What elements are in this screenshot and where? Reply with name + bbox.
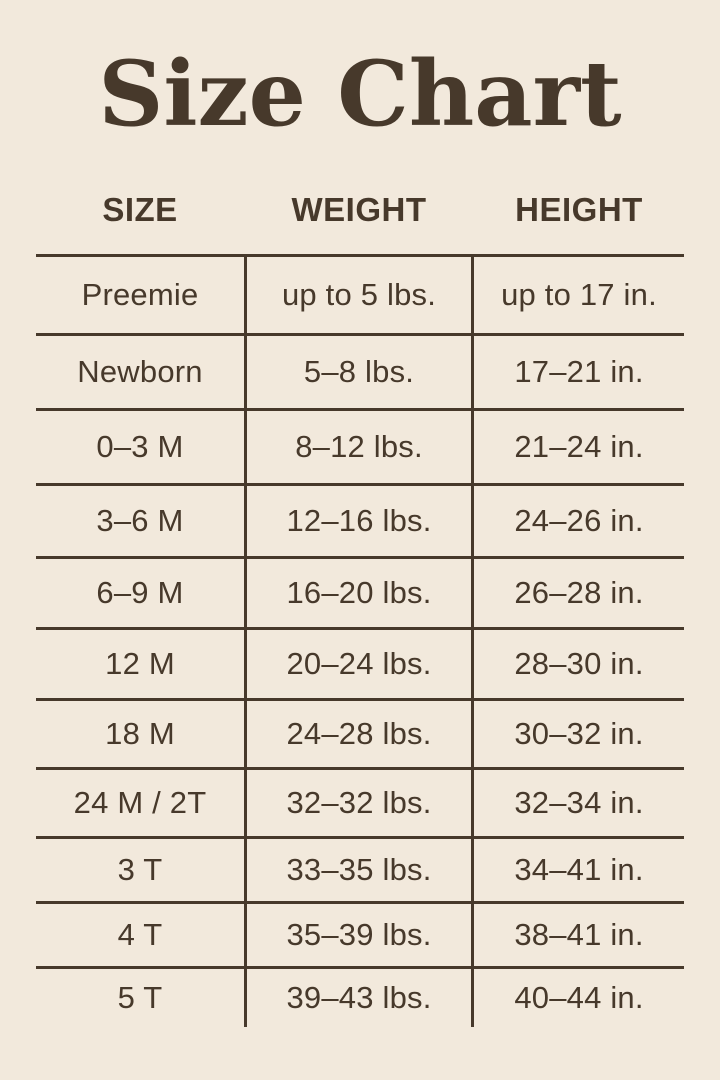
cell-weight: 24–28 lbs. — [244, 701, 474, 767]
table-row — [36, 627, 684, 698]
cell-size: 18 M — [105, 715, 175, 751]
cell-size: 0–3 M — [96, 428, 184, 464]
table-row — [36, 408, 684, 483]
table-row — [36, 333, 684, 408]
column-header-height: HEIGHT — [515, 190, 643, 228]
cell-height: 30–32 in. — [514, 715, 644, 751]
table-header-row — [36, 191, 684, 229]
cell-size: Preemie — [81, 276, 199, 312]
cell-size: 3–6 M — [96, 502, 184, 538]
cell-height: 38–41 in. — [514, 916, 644, 952]
table-row — [36, 483, 684, 556]
table-row — [36, 698, 684, 767]
cell-height: 24–26 in. — [514, 502, 644, 538]
cell-height: 28–30 in. — [514, 645, 644, 681]
cell-height: 26–28 in. — [514, 574, 644, 610]
cell-height: 40–44 in. — [514, 979, 644, 1015]
cell-height: 21–24 in. — [514, 428, 644, 464]
cell-size: 12 M — [105, 645, 175, 681]
page-title: Size Chart — [98, 41, 622, 147]
cell-size: 4 T — [117, 916, 163, 952]
table-row — [36, 836, 684, 901]
table-row — [36, 254, 684, 333]
cell-size: 6–9 M — [96, 574, 184, 610]
column-header-weight: WEIGHT — [291, 190, 427, 228]
cell-weight: 33–35 lbs. — [244, 839, 474, 901]
cell-size: 3 T — [117, 851, 163, 887]
cell-size: Newborn — [77, 353, 203, 389]
cell-weight: 16–20 lbs. — [244, 559, 474, 627]
cell-weight: 5–8 lbs. — [244, 336, 474, 408]
cell-height: 17–21 in. — [514, 353, 644, 389]
cell-height: 34–41 in. — [514, 851, 644, 887]
cell-weight: up to 5 lbs. — [244, 257, 474, 333]
cell-weight: 20–24 lbs. — [244, 630, 474, 698]
column-header-size: SIZE — [102, 190, 178, 228]
table-row — [36, 966, 684, 1027]
cell-size: 24 M / 2T — [73, 784, 207, 820]
cell-height: 32–34 in. — [514, 784, 644, 820]
cell-height: up to 17 in. — [501, 276, 657, 312]
size-table — [36, 191, 684, 1027]
table-row — [36, 767, 684, 836]
cell-weight: 35–39 lbs. — [244, 904, 474, 966]
cell-weight: 12–16 lbs. — [244, 486, 474, 556]
table-row — [36, 901, 684, 966]
table-body — [36, 254, 684, 1027]
cell-weight: 32–32 lbs. — [244, 770, 474, 836]
cell-weight: 8–12 lbs. — [244, 411, 474, 483]
cell-weight: 39–43 lbs. — [244, 969, 474, 1027]
cell-size: 5 T — [117, 979, 163, 1015]
table-row — [36, 556, 684, 627]
